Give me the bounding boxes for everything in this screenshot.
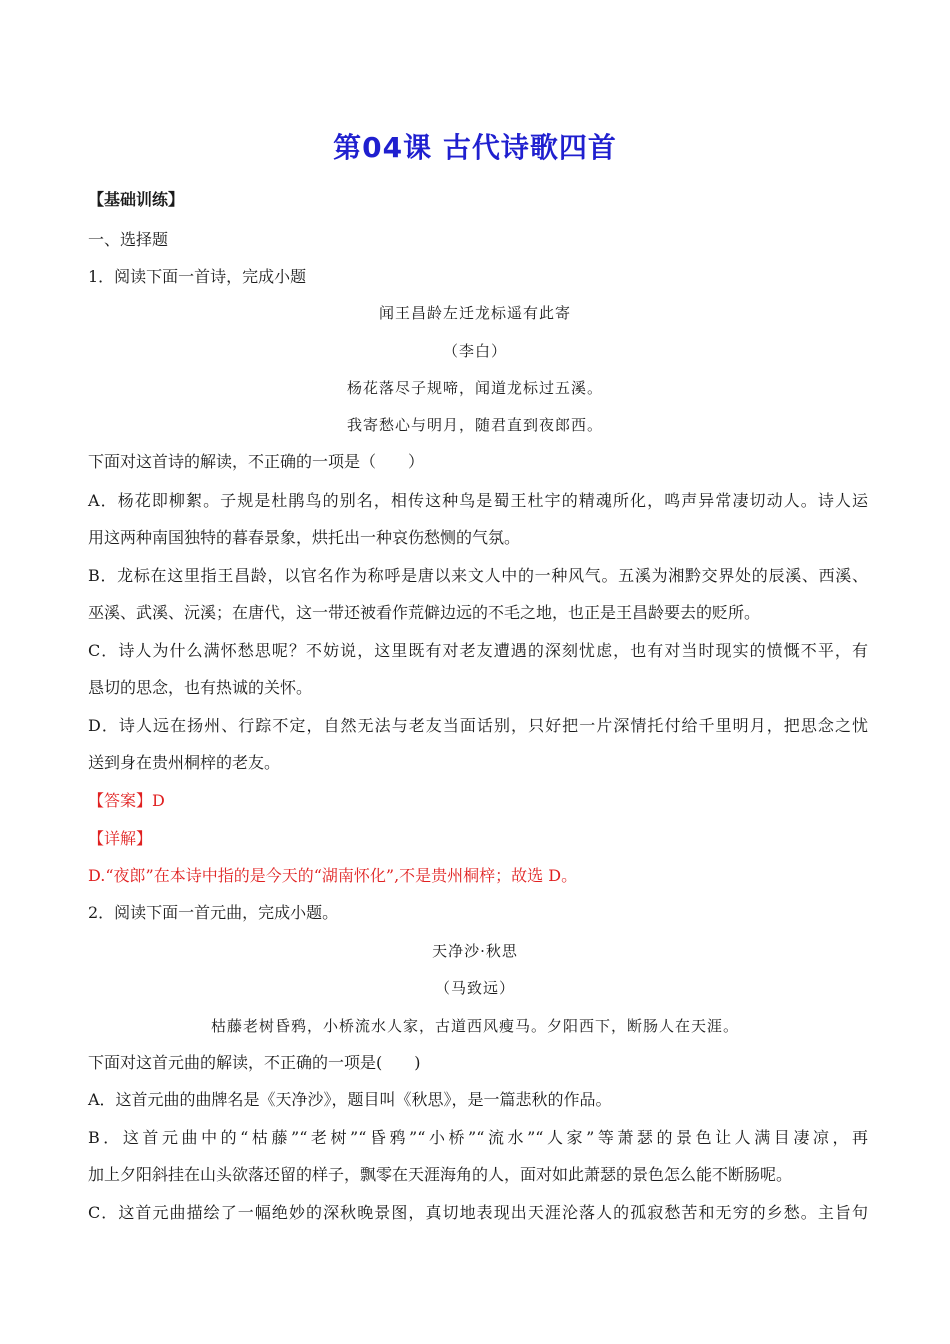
q1-poem-author: （李白） [442, 342, 507, 360]
section-heading: 【基础训练】 [88, 190, 185, 209]
q2-option-b-cont: 加上夕阳斜挂在山头欲落还留的样子，飘零在天涯海角的人，面对如此萧瑟的景色怎么能不断肠呢。 [88, 1165, 793, 1184]
part-heading: 一、选择题 [88, 230, 169, 249]
q1-option-a-cont: 用这两种南国独特的暮春景象，烘托出一种哀伤愁恻的气氛。 [88, 528, 521, 547]
q2-option-b: B．这首元曲中的“枯藤”“老树”“昏鸦”“小桥”“流水”“人家”等萧瑟的景色让人满目凄凉，再 [88, 1128, 868, 1147]
q1-option-b-cont: 巫溪、武溪、沅溪；在唐代，这一带还被看作荒僻边远的不毛之地，也正是王昌龄要去的贬所。 [88, 603, 761, 622]
q2-prompt: 2．阅读下面一首元曲，完成小题。 [88, 903, 339, 922]
q1-prompt: 1．阅读下面一首诗，完成小题 [88, 267, 307, 286]
page-title: 第04课 古代诗歌四首 [333, 131, 617, 164]
q2-stem: 下面对这首元曲的解读，不正确的一项是( ) [88, 1053, 421, 1072]
q1-option-d: D．诗人远在扬州、行踪不定，自然无法与老友当面话别，只好把一片深情托付给千里明月，把思念之忧 [88, 716, 868, 735]
q1-option-c-cont: 恳切的思念，也有热诚的关怀。 [88, 678, 313, 697]
q2-option-a: A．这首元曲的曲牌名是《天净沙》，题目叫《秋思》，是一篇悲秋的作品。 [88, 1090, 612, 1109]
q1-option-d-cont: 送到身在贵州桐梓的老友。 [88, 753, 281, 772]
q2-option-c: C．这首元曲描绘了一幅绝妙的深秋晚景图，真切地表现出天涯沦落人的孤寂愁苦和无穷的乡愁。主旨句 [88, 1203, 868, 1222]
q1-poem-line: 杨花落尽子规啼，闻道龙标过五溪。 [346, 379, 603, 397]
answer-value: D [152, 791, 165, 810]
q2-poem-author: （马致远） [434, 979, 515, 997]
q1-poem-line: 我寄愁心与明月，随君直到夜郎西。 [346, 416, 603, 434]
q1-poem-title: 闻王昌龄左迁龙标遥有此寄 [378, 304, 571, 322]
q1-detail-label: 【详解】 [88, 829, 153, 848]
q2-poem-line: 枯藤老树昏鸦，小桥流水人家，古道西风瘦马。夕阳西下，断肠人在天涯。 [210, 1017, 739, 1035]
q1-option-c: C．诗人为什么满怀愁思呢？不妨说，这里既有对老友遭遇的深刻忧虑，也有对当时现实的愤慨不平，有 [88, 641, 868, 660]
q1-option-b: B．龙标在这里指王昌龄，以官名作为称呼是唐以来文人中的一种风气。五溪为湘黔交界处的辰溪、西溪、 [88, 566, 868, 585]
q1-stem: 下面对这首诗的解读，不正确的一项是（ ） [88, 452, 425, 471]
q2-poem-title: 天净沙·秋思 [432, 942, 518, 960]
q1-detail-text: D.“夜郎”在本诗中指的是今天的“湖南怀化”,不是贵州桐梓；故选 D。 [88, 866, 578, 885]
q1-answer [88, 790, 868, 812]
q1-option-a: A．杨花即柳絮。子规是杜鹃鸟的别名，相传这种鸟是蜀王杜宇的精魂所化，鸣声异常凄切动人。诗人运 [88, 491, 868, 510]
answer-label: 【答案】 [88, 791, 153, 810]
